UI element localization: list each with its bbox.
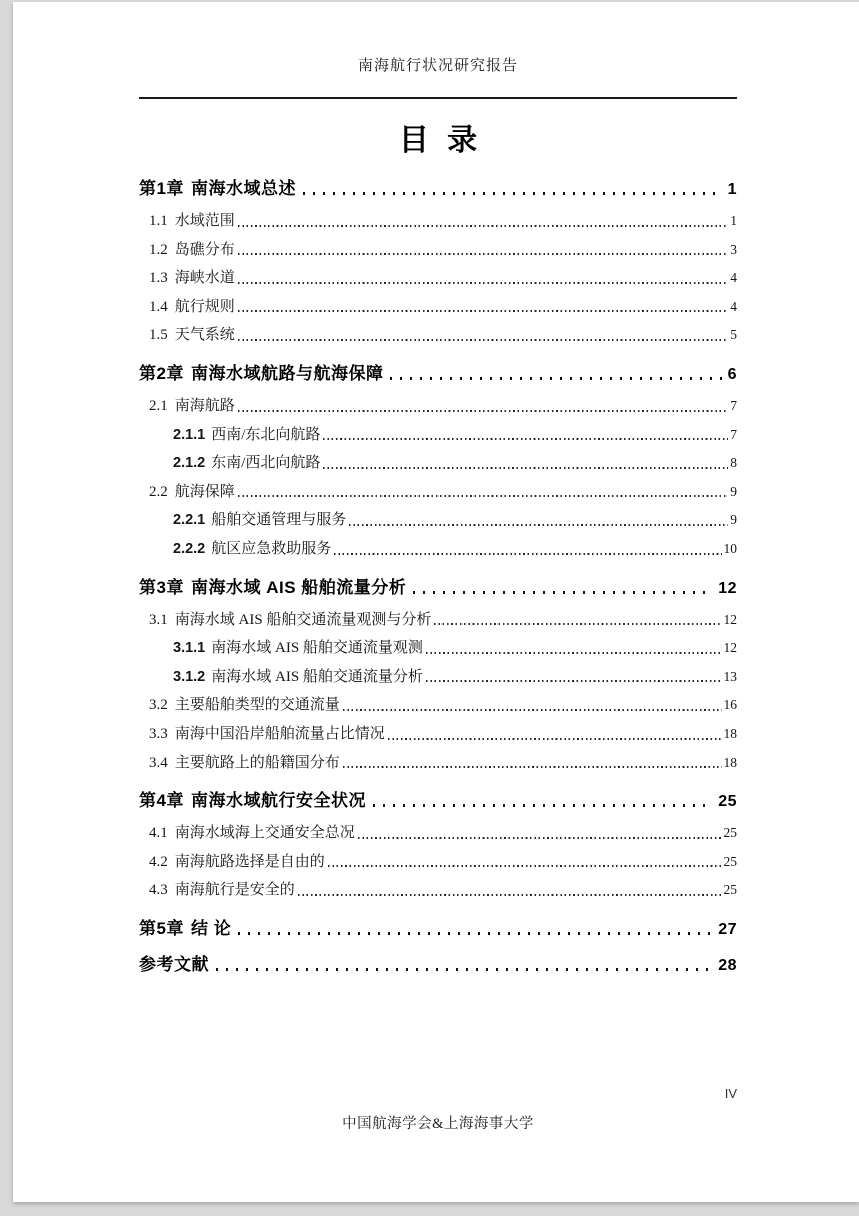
dot-leader bbox=[238, 932, 713, 935]
toc-entry-label: 船舶交通管理与服务 bbox=[211, 512, 347, 529]
toc-entry-page-number: 5 bbox=[730, 327, 737, 343]
toc-entry-page-number: 25 bbox=[723, 825, 737, 841]
toc-entry[interactable] bbox=[139, 720, 737, 749]
toc-entry[interactable] bbox=[139, 293, 737, 322]
toc-entry-number: 4.2 bbox=[149, 853, 168, 870]
dot-leader bbox=[238, 410, 728, 412]
toc-entry[interactable] bbox=[139, 819, 737, 848]
toc-entry-label: 东南/西北向航路 bbox=[211, 455, 321, 472]
toc-entry[interactable] bbox=[139, 506, 737, 535]
toc-entry[interactable] bbox=[139, 392, 737, 421]
toc-entry[interactable] bbox=[139, 749, 737, 778]
toc-entry-number: 2.2.2 bbox=[173, 540, 206, 557]
toc-entry[interactable] bbox=[139, 236, 737, 265]
toc-entry-number: 3.2 bbox=[149, 697, 168, 714]
toc-entry-page-number: 6 bbox=[727, 365, 737, 383]
toc-entry-label: 南海航路选择是自由的 bbox=[174, 853, 325, 870]
toc-entry-label: 南海水域 AIS 船舶交通流量分析 bbox=[211, 668, 423, 685]
dot-leader bbox=[343, 709, 722, 711]
toc-entry-page-number: 3 bbox=[730, 241, 737, 257]
dot-leader bbox=[303, 192, 723, 195]
footer-page-number: IV bbox=[724, 1086, 737, 1101]
toc-entry-label: 南海水域 AIS 船舶流量分析 bbox=[190, 577, 407, 597]
toc-entry-label: 南海中国沿岸船舶流量占比情况 bbox=[174, 725, 385, 742]
toc-entry-number: 4.1 bbox=[149, 825, 168, 842]
toc-entry-label: 南海水域 AIS 船舶交通流量观测 bbox=[211, 640, 423, 657]
toc-entry-page-number: 9 bbox=[730, 512, 737, 528]
toc-entry-number: 1.3 bbox=[149, 270, 168, 287]
toc-entry-page-number: 27 bbox=[718, 920, 737, 938]
toc-entry-label: 参考文献 bbox=[139, 954, 209, 974]
toc-entry-label: 西南/东北向航路 bbox=[211, 426, 321, 443]
dot-leader bbox=[238, 495, 728, 497]
toc-entry[interactable] bbox=[139, 606, 737, 635]
toc-entry-number: 3.3 bbox=[149, 725, 168, 742]
dot-leader bbox=[238, 339, 728, 341]
toc-entry-number: 2.1 bbox=[149, 397, 168, 414]
toc-entry-number: 3.1.1 bbox=[173, 640, 206, 657]
dot-leader bbox=[216, 968, 713, 971]
toc-chapter-entry[interactable] bbox=[139, 176, 737, 201]
toc-entry-page-number: 13 bbox=[723, 668, 737, 684]
dot-leader bbox=[238, 225, 728, 227]
toc-entry[interactable] bbox=[139, 634, 737, 663]
running-header: 南海航行状况研究报告 bbox=[357, 58, 518, 74]
toc-entry-label: 南海水域总述 bbox=[190, 179, 296, 198]
toc-entry-page-number: 7 bbox=[730, 426, 737, 442]
toc-entry-number: 1.5 bbox=[149, 327, 168, 344]
toc-entry-number: 2.1.1 bbox=[173, 426, 206, 443]
toc-entry-number: 第2章 bbox=[139, 363, 184, 383]
toc-entry[interactable] bbox=[139, 691, 737, 720]
toc-entry-label: 岛礁分布 bbox=[174, 241, 235, 258]
toc-entry-page-number: 1 bbox=[730, 213, 737, 228]
toc-entry-label: 南海水域 AIS 船舶交通流量观测与分析 bbox=[174, 611, 432, 628]
toc-entry-page-number: 18 bbox=[723, 754, 737, 770]
toc-entry-page-number: 7 bbox=[730, 397, 737, 413]
toc-entry-label: 天气系统 bbox=[174, 327, 235, 344]
dot-leader bbox=[390, 377, 722, 380]
toc-entry-number: 第5章 bbox=[139, 918, 184, 938]
dot-leader bbox=[238, 282, 728, 284]
toc-entry-number: 1.1 bbox=[149, 213, 168, 229]
toc-entry-page-number: 1 bbox=[727, 181, 737, 198]
toc-entry[interactable] bbox=[139, 264, 737, 293]
toc-chapter-entry[interactable] bbox=[139, 361, 737, 386]
toc-entry-page-number: 12 bbox=[723, 640, 737, 656]
dot-leader bbox=[358, 837, 722, 839]
toc-chapter-entry[interactable] bbox=[139, 952, 737, 977]
toc-chapter-entry[interactable] bbox=[139, 916, 737, 941]
toc-entry-label: 主要航路上的船籍国分布 bbox=[174, 754, 340, 771]
toc-entry-number: 2.2 bbox=[149, 483, 168, 500]
dot-leader bbox=[334, 553, 721, 555]
toc-entry-label: 航海保障 bbox=[174, 483, 235, 500]
dot-leader bbox=[434, 623, 721, 625]
toc-entry[interactable] bbox=[139, 535, 737, 564]
footer-organization: 中国航海学会&上海海事大学 bbox=[342, 1116, 534, 1132]
toc-entry-label: 南海水域航路与航海保障 bbox=[190, 363, 384, 383]
toc-entry[interactable] bbox=[139, 449, 737, 478]
toc-entry[interactable] bbox=[139, 663, 737, 692]
toc-entry-label: 航区应急救助服务 bbox=[211, 540, 332, 557]
toc-entry-number: 第1章 bbox=[139, 179, 184, 198]
toc-entry[interactable] bbox=[139, 421, 737, 450]
toc-entry-page-number: 28 bbox=[718, 956, 737, 974]
toc-entry-label: 结 论 bbox=[190, 918, 232, 938]
toc-entry-page-number: 25 bbox=[718, 793, 737, 811]
toc-entry[interactable] bbox=[139, 207, 737, 236]
dot-leader bbox=[323, 467, 728, 469]
toc-entry-number: 3.1.2 bbox=[173, 668, 206, 685]
toc-entry-number: 3.1 bbox=[149, 611, 168, 628]
toc-entry[interactable] bbox=[139, 321, 737, 350]
toc-title: 目 录 bbox=[398, 124, 478, 157]
toc-entry-number: 3.4 bbox=[149, 754, 168, 771]
dot-leader bbox=[328, 865, 722, 867]
toc-entry-label: 航行规则 bbox=[174, 298, 235, 315]
toc-entry-page-number: 25 bbox=[723, 882, 737, 898]
toc-entry-number: 第3章 bbox=[139, 577, 184, 597]
dot-leader bbox=[413, 591, 713, 594]
toc-entry-label: 水域范围 bbox=[174, 213, 235, 229]
toc-entry-page-number: 9 bbox=[730, 483, 737, 499]
toc-chapter-entry[interactable] bbox=[139, 788, 737, 813]
toc-entry-label: 南海水域海上交通安全总况 bbox=[174, 825, 355, 842]
toc-entry-label: 南海水域航行安全状况 bbox=[190, 791, 366, 811]
toc-entry-page-number: 12 bbox=[723, 611, 737, 627]
toc-entry-number: 4.3 bbox=[149, 882, 168, 899]
toc-entry[interactable] bbox=[139, 478, 737, 507]
page-content bbox=[13, 2, 859, 1202]
toc-entry[interactable] bbox=[139, 848, 737, 877]
dot-leader bbox=[343, 766, 722, 768]
dot-leader bbox=[349, 524, 728, 526]
toc-entry-label: 海峡水道 bbox=[174, 270, 235, 287]
dot-leader bbox=[426, 652, 722, 654]
toc-entry-number: 1.4 bbox=[149, 298, 168, 315]
toc-entry-page-number: 18 bbox=[723, 725, 737, 741]
document-page bbox=[13, 2, 859, 1202]
toc-entry-page-number: 10 bbox=[723, 540, 737, 556]
toc-entry-label: 南海航路 bbox=[174, 397, 235, 414]
toc-entry-number: 2.2.1 bbox=[173, 512, 206, 529]
toc-entry-page-number: 25 bbox=[723, 853, 737, 869]
dot-leader bbox=[238, 310, 728, 312]
toc-entry-number: 2.1.2 bbox=[173, 455, 206, 472]
header-rule bbox=[139, 97, 737, 99]
dot-leader bbox=[426, 680, 722, 682]
toc-entry-label: 南海航行是安全的 bbox=[174, 882, 295, 899]
dot-leader bbox=[298, 894, 722, 896]
toc-entry-page-number: 16 bbox=[723, 697, 737, 713]
toc-entry-page-number: 4 bbox=[730, 270, 737, 286]
toc-entry-page-number: 8 bbox=[730, 455, 737, 471]
toc-entry-page-number: 12 bbox=[718, 579, 737, 597]
toc-entry-label: 主要船舶类型的交通流量 bbox=[174, 697, 340, 714]
dot-leader bbox=[388, 738, 722, 740]
toc-chapter-entry[interactable] bbox=[139, 575, 737, 600]
toc-entry-number: 1.2 bbox=[149, 241, 168, 258]
dot-leader bbox=[323, 438, 728, 440]
toc-list bbox=[139, 176, 737, 977]
dot-leader bbox=[373, 804, 713, 807]
toc-entry-number: 第4章 bbox=[139, 791, 184, 811]
toc-entry[interactable] bbox=[139, 876, 737, 905]
toc-entry-page-number: 4 bbox=[730, 298, 737, 314]
dot-leader bbox=[238, 253, 728, 255]
